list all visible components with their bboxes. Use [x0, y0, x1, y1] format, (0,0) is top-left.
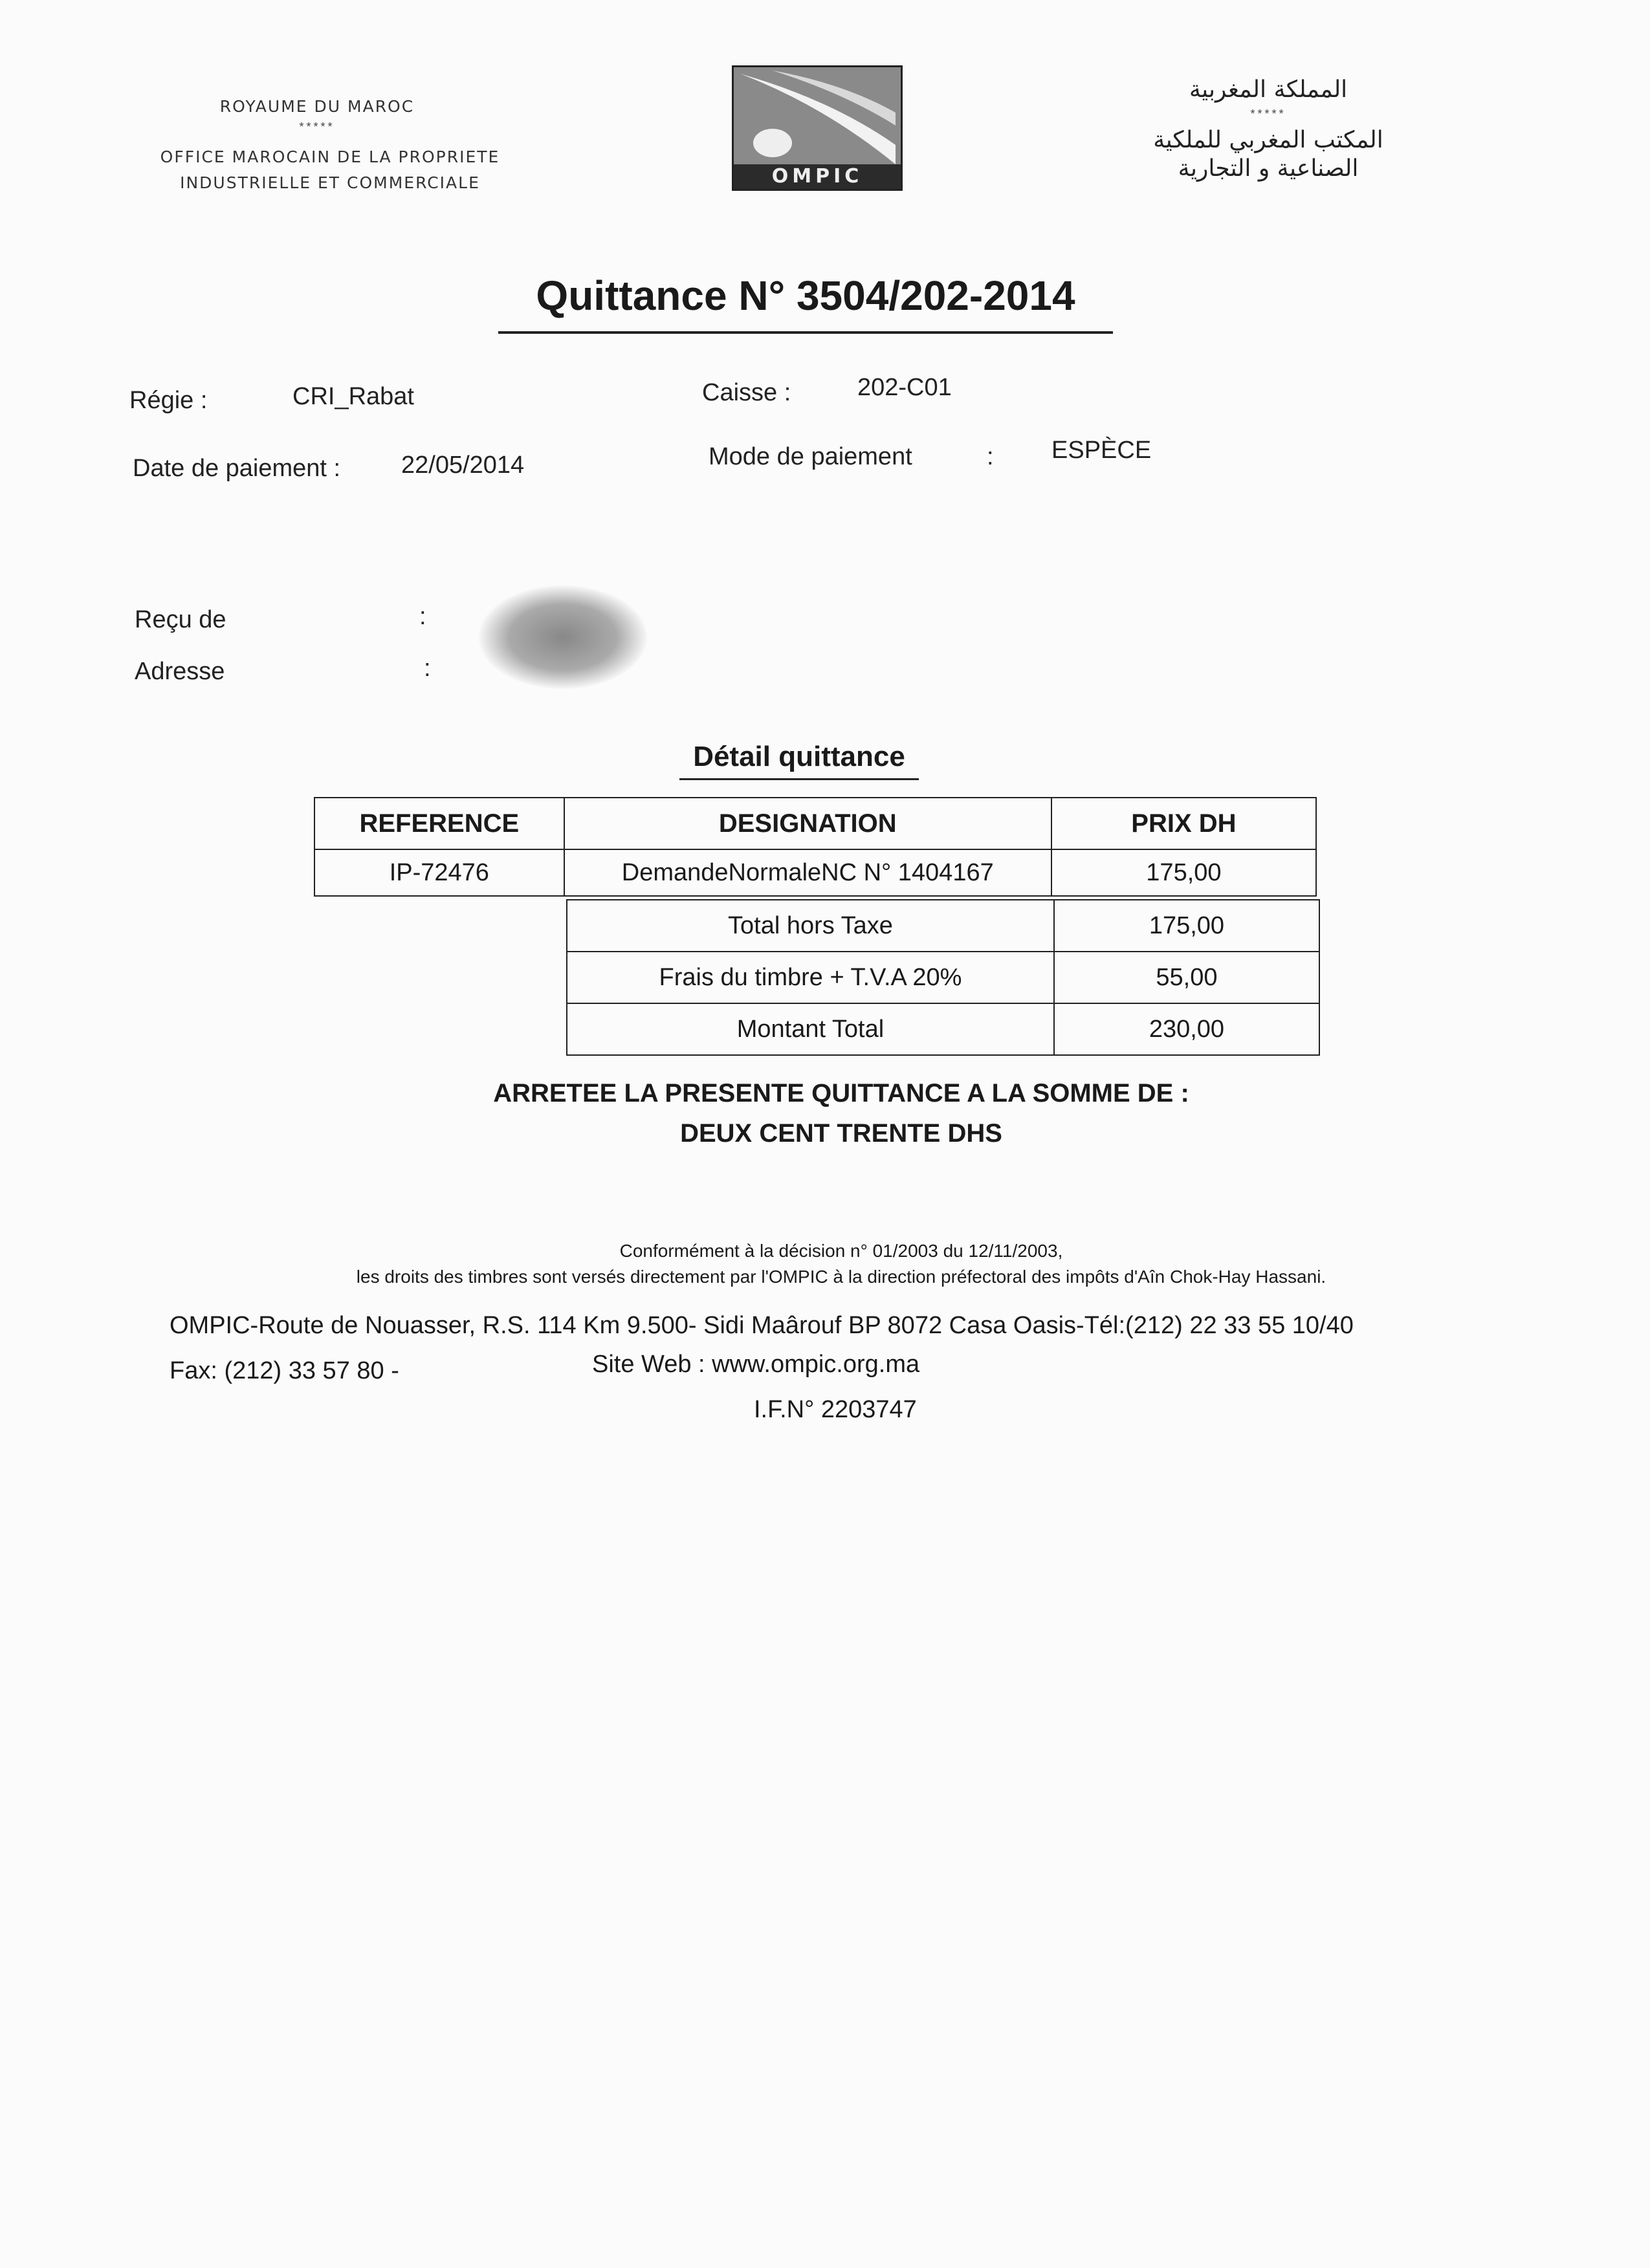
- amount-statement-line1: ARRETEE LA PRESENTE QUITTANCE A LA SOMME DE :: [493, 1079, 1189, 1107]
- amount-statement-line2: DEUX CENT TRENTE DHS: [680, 1119, 1002, 1148]
- table-row: [314, 849, 1316, 896]
- footer-website: Site Web : www.ompic.org.ma: [592, 1351, 920, 1378]
- adresse-label: Adresse: [135, 658, 225, 685]
- ompic-logo: [732, 65, 903, 191]
- header-stars-right: *****: [1250, 107, 1286, 120]
- header-office-line1: OFFICE MAROCAIN DE LA PROPRIETE: [160, 147, 500, 166]
- mode-value: ESPÈCE: [1051, 437, 1152, 464]
- note-line2: les droits des timbres sont versés directement par l'OMPIC à la direction préfectoral des impôts d'Aîn Chok-Hay Hassani.: [356, 1267, 1326, 1287]
- header-reference: REFERENCE: [314, 798, 564, 849]
- footer-fax: Fax: (212) 33 57 80 -: [170, 1357, 399, 1384]
- footer-address: OMPIC-Route de Nouasser, R.S. 114 Km 9.500- Sidi Maârouf BP 8072 Casa Oasis-Tél:(212) 22 33 55 10/40: [170, 1312, 1354, 1339]
- header-kingdom: ROYAUME DU MAROC: [219, 97, 415, 116]
- table-header-row: [314, 798, 1316, 849]
- header-designation: DESIGNATION: [564, 798, 1051, 849]
- caisse-label: Caisse :: [702, 379, 791, 406]
- header-office-line2: INDUSTRIELLE ET COMMERCIALE: [180, 173, 480, 192]
- date-label: Date de paiement :: [133, 455, 341, 482]
- montant-total-label: Montant Total: [567, 1003, 1054, 1055]
- logo-text: OMPIC: [734, 164, 901, 189]
- caisse-value: 202-C01: [857, 374, 952, 401]
- header-stars-left: *****: [299, 120, 335, 133]
- header-prix: PRIX DH: [1051, 798, 1316, 849]
- regie-label: Régie :: [129, 387, 208, 414]
- footer-if-number: I.F.N° 2203747: [754, 1396, 917, 1423]
- header-arabic-kingdom: المملكة المغربية: [1189, 76, 1348, 103]
- mode-label: Mode de paiement: [709, 443, 912, 470]
- total-ht-value: 175,00: [1054, 900, 1319, 952]
- row-prix: 175,00: [1051, 849, 1316, 896]
- detail-title-underline: [679, 778, 919, 780]
- receipt-title: Quittance N° 3504/202-2014: [536, 272, 1075, 319]
- row-reference: IP-72476: [314, 849, 564, 896]
- date-value: 22/05/2014: [401, 452, 525, 479]
- montant-total-value: 230,00: [1054, 1003, 1319, 1055]
- header-arabic-office-line2: الصناعية و التجارية: [1178, 155, 1359, 182]
- note-line1: Conformément à la décision n° 01/2003 du 12/11/2003,: [619, 1241, 1063, 1261]
- total-ht-label: Total hors Taxe: [567, 900, 1054, 952]
- mode-separator: :: [987, 443, 994, 470]
- total-row: [567, 952, 1319, 1003]
- recu-label: Reçu de: [135, 606, 226, 633]
- detail-title: Détail quittance: [693, 741, 905, 772]
- redacted-area: [479, 585, 647, 689]
- totals-table: [566, 899, 1320, 1056]
- frais-value: 55,00: [1054, 952, 1319, 1003]
- total-row: [567, 1003, 1319, 1055]
- frais-label: Frais du timbre + T.V.A 20%: [567, 952, 1054, 1003]
- recu-separator: :: [419, 603, 426, 630]
- row-designation: DemandeNormaleNC N° 1404167: [564, 849, 1051, 896]
- total-row: [567, 900, 1319, 952]
- header-arabic-office-line1: المكتب المغربي للملكية: [1153, 127, 1383, 153]
- title-underline: [498, 331, 1113, 334]
- regie-value: CRI_Rabat: [292, 383, 414, 410]
- logo-circle-icon: [753, 129, 792, 157]
- adresse-separator: :: [424, 655, 431, 682]
- detail-table: [314, 797, 1317, 897]
